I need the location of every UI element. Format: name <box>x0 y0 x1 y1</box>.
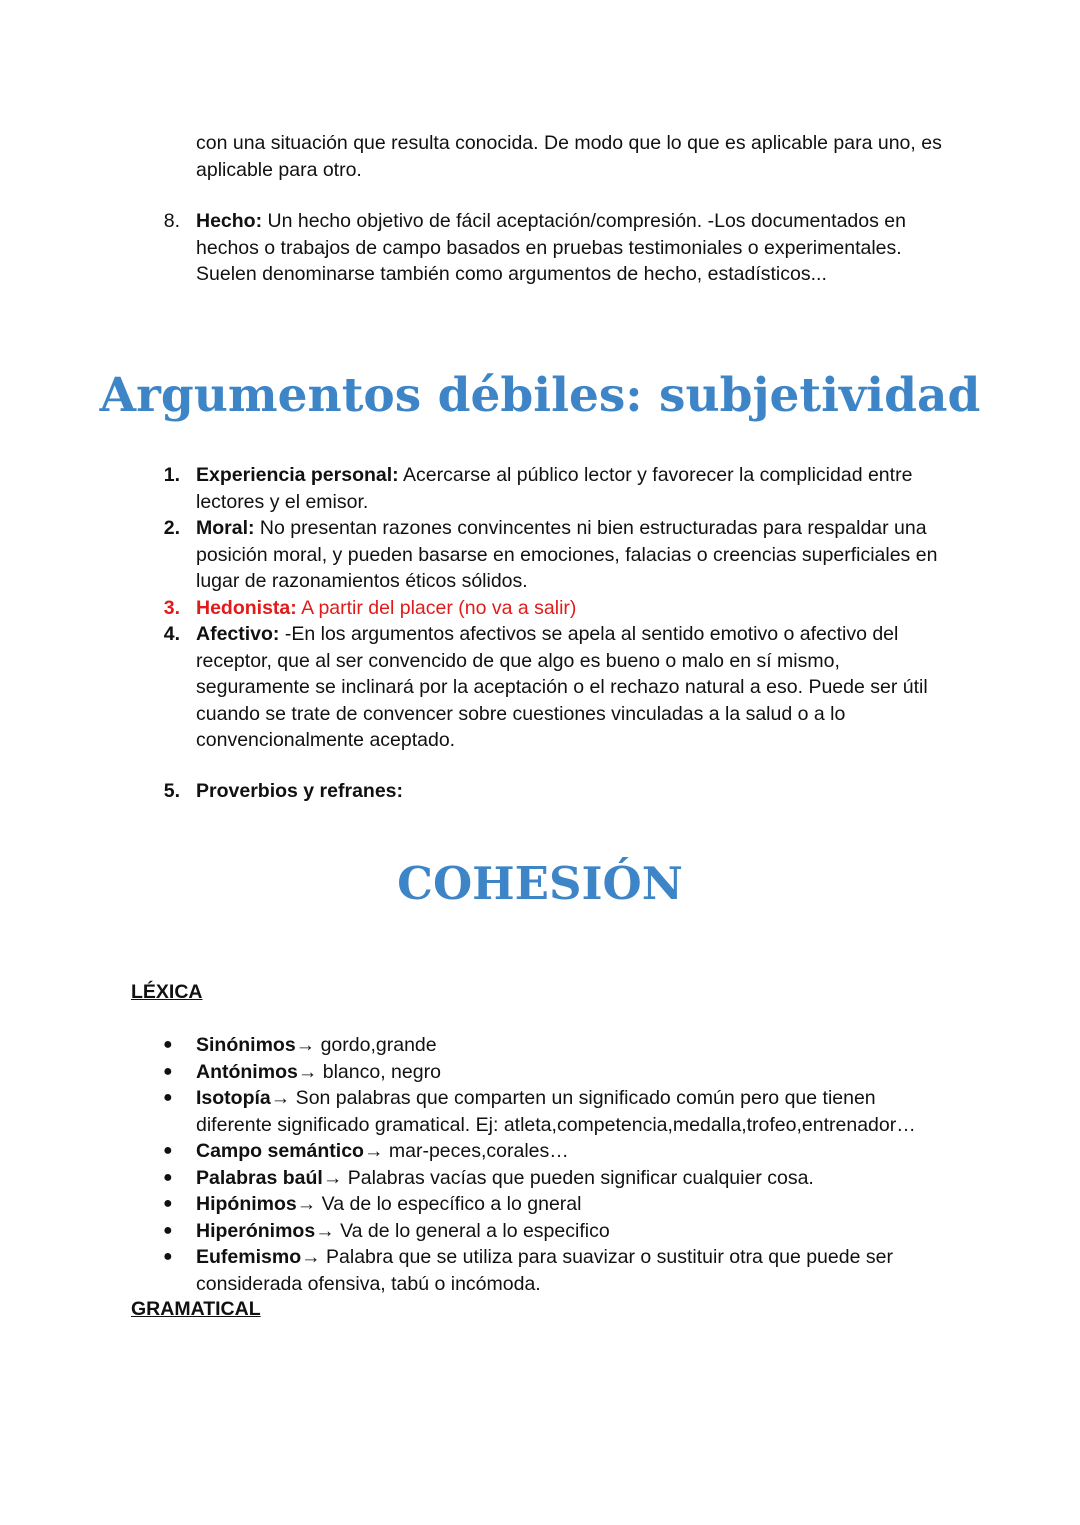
list-number: 2. <box>163 517 180 539</box>
subsection-label-gramatical: GRAMATICAL <box>131 1298 261 1320</box>
bullet-icon: ● <box>163 1221 173 1239</box>
list-item-sinonimos <box>0 1032 946 1059</box>
list-item-eufemismo <box>0 1244 946 1297</box>
list-text: → Palabras vacías que pueden significar cualquier cosa. <box>322 1166 814 1189</box>
list-term: Afectivo: <box>196 623 280 645</box>
list-text: → Palabra que se utiliza para suavizar o sustituir otra que puede ser considerada ofensiva, tabú o incómoda. <box>196 1246 893 1295</box>
continuation-text: con una situación que resulta conocida. De modo que lo que es aplicable para uno, es aplicable para otro. <box>196 132 942 181</box>
bullet-icon: ● <box>163 1089 173 1106</box>
bullet-icon: ● <box>163 1036 173 1053</box>
list-item-hedonista <box>0 595 946 622</box>
list-term: Proverbios y refranes: <box>196 780 404 802</box>
list-text: A partir del placer (no va a salir) <box>296 596 577 619</box>
list-term: Eufemismo <box>196 1246 302 1268</box>
list-item-hiponimos <box>0 1191 946 1218</box>
subsection-label-lexica: LÉXICA <box>131 981 203 1003</box>
list-item-hecho <box>0 208 946 288</box>
list-text: Acercarse al público lector y favorecer la complicidad entre lectores y el emisor. <box>196 464 913 513</box>
list-text: → blanco, negro <box>297 1060 441 1083</box>
list-item-continuation <box>0 130 946 183</box>
list-number: 8. <box>163 210 180 232</box>
list-term: Hecho: <box>196 210 263 232</box>
list-number: 5. <box>163 780 180 802</box>
list-number: 3. <box>163 596 180 619</box>
list-term: Experiencia personal: <box>196 464 399 486</box>
section-heading-cohesion: COHESIÓN <box>397 857 683 910</box>
weak-list-a <box>0 462 1080 754</box>
list-text: Un hecho objetivo de fácil aceptación/compresión. -Los documentados en hechos o trabajos de campo basados en pruebas testimoniales o experimentales. Suelen denominarse también como argumentos de hecho, estadísticos... <box>196 210 906 285</box>
list-text: -En los argumentos afectivos se apela al sentido emotivo o afectivo del receptor, que al ser convencido de que algo es bueno o malo en sí mismo, seguramente se inclinará por la aceptación o el rechazo natural a eso. Puede ser útil cuando se trate de convencer sobre cuestiones vinculadas a la salud o a lo convencionalmente aceptado. <box>196 623 928 751</box>
list-item-afectivo <box>0 621 946 754</box>
list-text: No presentan razones convincentes ni bien estructuradas para respaldar una posición moral, y pueden basarse en emociones, falacias o creencias superficiales en lugar de razonamientos éticos sólidos. <box>196 517 938 592</box>
bullet-icon: ● <box>163 1062 173 1080</box>
list-item-isotopia <box>0 1085 946 1138</box>
list-text: → Va de lo general a lo especifico <box>315 1219 610 1242</box>
cohesion-bullet-list <box>0 1032 1080 1297</box>
list-item-antonimos <box>0 1059 946 1086</box>
list-term: Sinónimos <box>196 1034 296 1056</box>
list-item-experiencia <box>0 462 946 515</box>
weak-list-b <box>0 778 1080 805</box>
bullet-icon: ● <box>163 1168 173 1186</box>
list-item-hiperonimos <box>0 1218 946 1245</box>
list-number: 4. <box>163 623 180 645</box>
list-item-proverbios <box>0 778 946 805</box>
section-heading-weak: Argumentos débiles: subjetividad <box>99 368 981 423</box>
intro-item8-block <box>0 208 1080 288</box>
list-text: → mar-peces,corales… <box>363 1140 569 1162</box>
list-term: Hipónimos <box>196 1193 297 1215</box>
list-term: Hiperónimos <box>196 1219 316 1242</box>
list-term: Campo semántico <box>196 1140 364 1162</box>
list-term: Palabras baúl <box>196 1166 323 1189</box>
list-item-moral <box>0 515 946 595</box>
cohesion-heading-block <box>0 854 1080 914</box>
list-text: → Va de lo específico a lo gneral <box>296 1193 582 1215</box>
list-text: → Son palabras que comparten un significado común pero que tienen diferente significado gramatical. Ej: atleta,competencia,medalla,trofeo,entrenador… <box>196 1087 916 1136</box>
bullet-icon: ● <box>163 1248 173 1265</box>
list-term: Hedonista: <box>196 596 297 619</box>
list-term: Antónimos <box>196 1060 298 1083</box>
list-term: Moral: <box>196 517 255 539</box>
intro-continuation-block <box>0 130 1080 183</box>
list-term: Isotopía <box>196 1087 271 1109</box>
list-item-palabras-baul <box>0 1165 946 1192</box>
weak-heading-block <box>0 366 1080 426</box>
bullet-icon: ● <box>163 1142 173 1159</box>
list-item-campo-semantico <box>0 1138 946 1165</box>
list-number: 1. <box>163 464 180 486</box>
bullet-icon: ● <box>163 1195 173 1212</box>
list-text: → gordo,grande <box>295 1034 437 1056</box>
